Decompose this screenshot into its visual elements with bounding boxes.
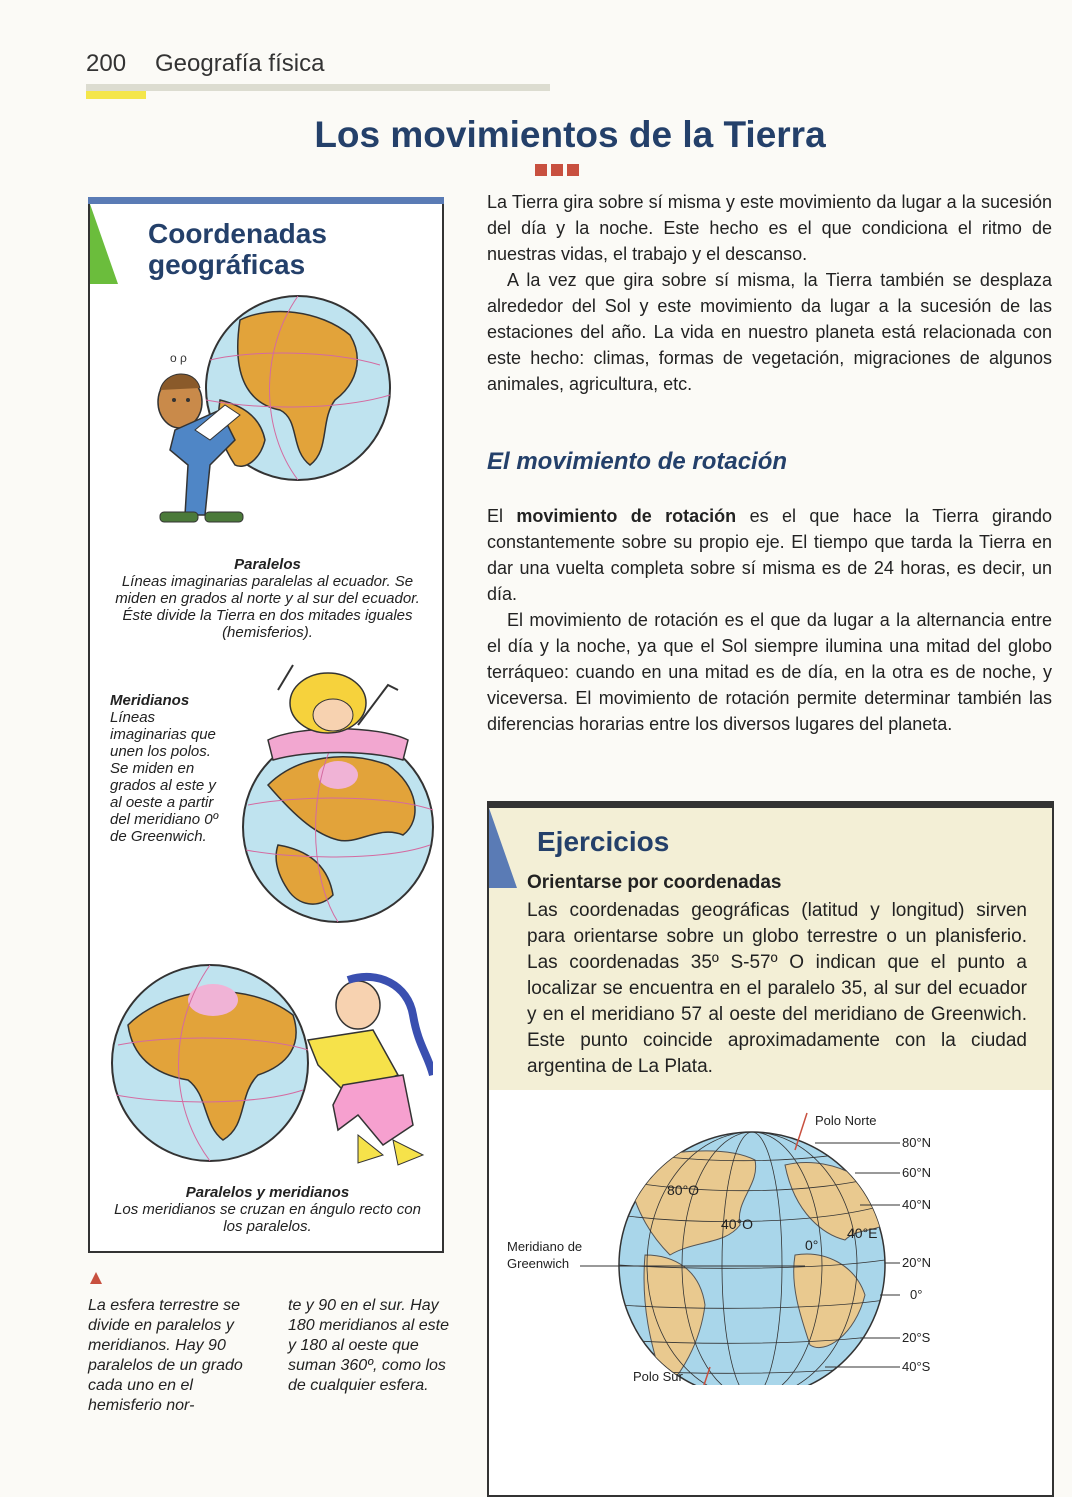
exercises-top-bar [487, 801, 1054, 808]
intro-paragraph-2: A la vez que gira sobre sí misma, la Tierra también se desplaza alrededor del Sol y este movimiento da lugar a la sucesión de las estaciones del año. La vida en nuestro planeta está relacionada con este hecho: climas, formas de vegetación, migraciones de algunos animales, agricultura, etc. [487, 270, 1052, 394]
label-80o: 80°O [667, 1182, 700, 1198]
label-0-meridian: 0° [805, 1237, 819, 1253]
label-80n: 80°N [902, 1135, 932, 1150]
caption-meridianos [110, 692, 220, 845]
caption-pm-title: Paralelos y meridianos [185, 1184, 350, 1201]
girl-top-globe-illustration [238, 655, 438, 940]
box-title-line2: geográficas [148, 249, 306, 280]
girl-pushing-globe-illustration [108, 955, 433, 1180]
rotation-paragraph-2: El movimiento de rotación es el que da lugar a la alternancia entre el día y la noche, ya que el Sol siempre ilumina una mitad del globo terráqueo: cuando en una mitad es de día, en la otra es de noche, y viceversa. El movimiento de rotación permite determinar también las diferencias horarias entre los diversos lugares del planeta. [487, 610, 1052, 734]
rotation-text [487, 503, 1052, 737]
caption-paralelos-meridianos [110, 1184, 425, 1235]
intro-paragraph-1: La Tierra gira sobre sí misma y este movimiento da lugar a la sucesión del día y la noche. Este hecho es el que condiciona el ritmo de nuestras vidas, el trabajo y el descanso. [487, 192, 1052, 264]
rotation-keyword: movimiento de rotación [516, 506, 737, 526]
caption-paralelos-title: Paralelos [234, 556, 301, 573]
label-0: 0° [910, 1287, 923, 1302]
boy-globe-illustration [150, 290, 400, 535]
rotation-paragraph-1 [487, 503, 1052, 607]
box-corner-triangle [90, 204, 118, 284]
label-20s: 20°S [902, 1330, 931, 1345]
exercises-corner-triangle [489, 808, 517, 888]
box-top-bar [88, 197, 444, 204]
rotation-p1-post: es el que hace la Tierra girando constantemente sobre su propio eje. El tiempo que tarda la Tierra en dar una vuelta completa sobre sí misma es de 24 horas, es decir, un día. [487, 506, 1052, 604]
box-title-line1: Coordenadas [148, 218, 327, 249]
label-polo-sur: Polo Sur [633, 1369, 683, 1384]
caption-meridianos-title: Meridianos [110, 692, 190, 709]
label-polo-norte: Polo Norte [815, 1113, 877, 1128]
title-ornament [535, 163, 583, 181]
page-title: Los movimientos de la Tierra [314, 114, 826, 155]
bottom-note-col2: te y 90 en el sur. Hay 180 meridianos al este y 180 al oeste que suman 360º, como los de cualquier esfera. [288, 1297, 449, 1394]
header-rule [86, 84, 550, 91]
note-triangle-icon [90, 1272, 102, 1284]
exercises-title: Ejercicios [537, 826, 670, 857]
exercises-text: Las coordenadas geográficas (latitud y longitud) sirven para orientarse sobre un globo terrestre o un planisferio. Las coordenadas 35º S-57º O indican que el punto a localizar se encuentra en el paralelo 35, al sur del ecuador y en el meridiano 57 al oeste del meridiano de Greenwich. Este punto coincide aproximadamente con la ciudad argentina de La Plata. [527, 900, 1027, 1077]
coordinates-globe-diagram [495, 1105, 1050, 1385]
label-40e: 40°E [847, 1225, 878, 1241]
label-20n: 20°N [902, 1255, 932, 1270]
label-40o: 40°O [721, 1216, 754, 1232]
page-number: 200 [86, 50, 127, 77]
label-greenwich: Greenwich [507, 1256, 570, 1271]
rotation-p1-pre: El [487, 506, 517, 526]
exercises-subtitle: Orientarse por coordenadas [527, 872, 782, 893]
caption-meridianos-text: Líneas imaginarias que unen los polos. Se miden en grados al este y al oeste a partir del meridiano 0º de Greenwich. [110, 709, 219, 845]
rotation-heading: El movimiento de rotación [487, 448, 788, 475]
label-40n: 40°N [902, 1197, 932, 1212]
caption-paralelos [110, 556, 425, 641]
svg-text:o ρ: o ρ [170, 351, 187, 365]
bottom-note-col1: La esfera terrestre se divide en paralelos y meridianos. Hay 90 paralelos de un grado cada uno en el hemisferio nor- [88, 1297, 243, 1414]
intro-text [487, 189, 1052, 397]
label-meridiano: Meridiano de [507, 1239, 583, 1254]
header-accent [86, 91, 146, 99]
caption-pm-text: Los meridianos se cruzan en ángulo recto con los paralelos. [114, 1201, 421, 1235]
caption-paralelos-text: Líneas imaginarias paralelas al ecuador. Se miden en grados al norte y al sur del ecuador. Éste divide la Tierra en dos mitades iguales (hemisferios). [115, 573, 420, 641]
label-40s: 40°S [902, 1359, 931, 1374]
label-60n: 60°N [902, 1165, 932, 1180]
section-title: Geografía física [155, 50, 325, 77]
box-title [148, 218, 327, 280]
